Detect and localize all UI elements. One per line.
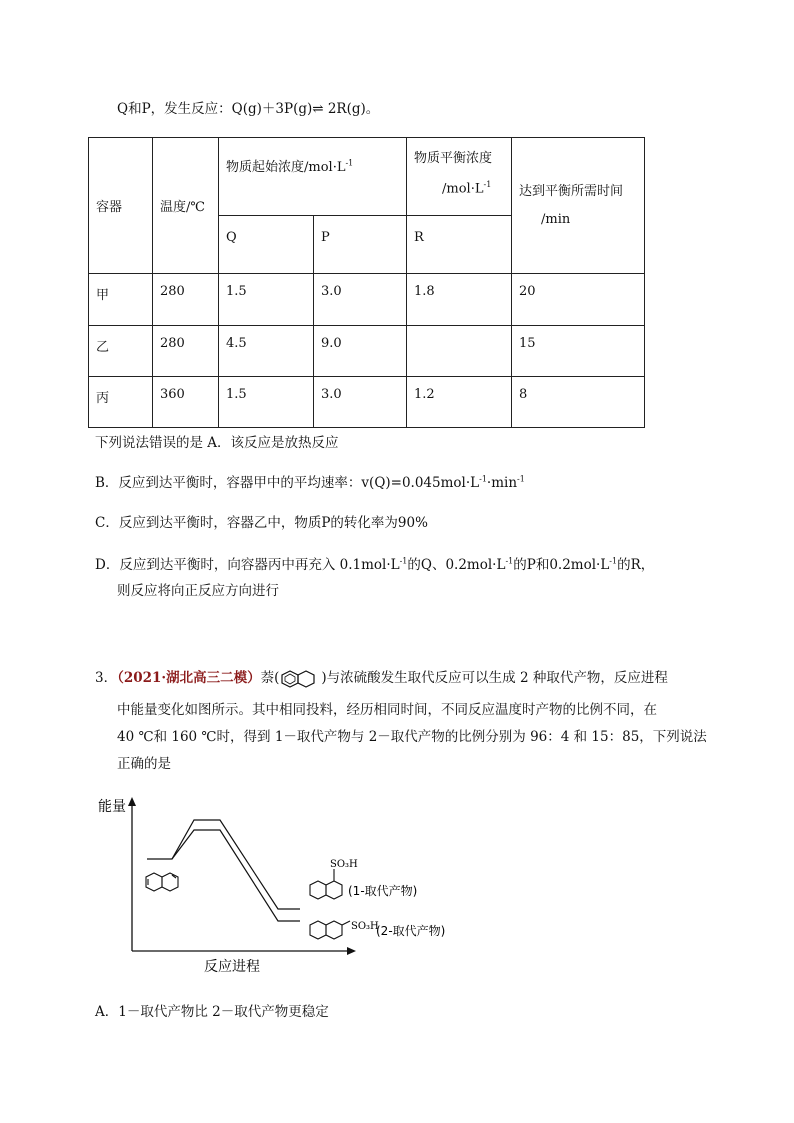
- product-2-label: (2-取代产物): [376, 924, 446, 938]
- cell-r: [407, 326, 512, 377]
- header-q: Q: [219, 216, 314, 274]
- product-1-label: (1-取代产物): [348, 884, 418, 898]
- answer-option-a: A．1－取代产物比 2－取代产物更稳定: [95, 1004, 329, 1020]
- energy-diagram: [92, 793, 482, 983]
- cell-container: 甲: [89, 274, 153, 326]
- header-r: R: [407, 216, 512, 274]
- cell-time: 20: [512, 274, 645, 326]
- table-header-row: [89, 138, 645, 216]
- x-axis-label: 反应进程: [204, 959, 260, 975]
- cell-temp: 280: [153, 274, 219, 326]
- product-1-structure-icon: [310, 869, 342, 899]
- reaction-intro: Q和P，发生反应：Q(g)＋3P(g)⇌ 2R(g)。: [117, 101, 380, 117]
- cell-p: 3.0: [314, 377, 407, 428]
- question-source: （2021·湖北高三二模）: [117, 670, 261, 686]
- cell-container: 丙: [89, 377, 153, 428]
- question3-line2: 中能量变化如图所示。其中相同投料，经历相同时间，不同反应温度时产物的比例不同，在: [117, 702, 657, 718]
- option-c: C．反应到达平衡时，容器乙中，物质P的转化率为90%: [95, 515, 428, 531]
- naphthalene-reactant-icon: [146, 873, 178, 891]
- header-p: P: [314, 216, 407, 274]
- header-container: 容器: [89, 138, 153, 274]
- cell-r: 1.8: [407, 274, 512, 326]
- cell-temp: 280: [153, 326, 219, 377]
- data-table: [88, 137, 645, 428]
- y-axis-arrow-icon: [128, 797, 136, 806]
- option-d-line2: 则反应将向正反应方向进行: [117, 583, 279, 599]
- cell-container: 乙: [89, 326, 153, 377]
- cell-q: 4.5: [219, 326, 314, 377]
- question3-line4: 正确的是: [117, 756, 171, 772]
- naphthalene-inline-icon: [279, 668, 321, 690]
- question3-line3: 40 ℃和 160 ℃时，得到 1－取代产物与 2－取代产物的比例分别为 96：4 和 15：85，下列说法: [117, 729, 707, 745]
- x-axis-arrow-icon: [347, 947, 356, 955]
- cell-time: 15: [512, 326, 645, 377]
- option-lead-a: 下列说法错误的是 A．该反应是放热反应: [95, 435, 339, 451]
- header-time: 达到平衡所需时间 /min: [512, 138, 645, 274]
- product-2-structure-icon: [310, 921, 350, 939]
- cell-q: 1.5: [219, 377, 314, 428]
- so3h-label-2: SO₃H: [351, 921, 379, 932]
- cell-time: 8: [512, 377, 645, 428]
- table-row: [89, 274, 645, 326]
- cell-p: 9.0: [314, 326, 407, 377]
- header-eq-conc: 物质平衡浓度 $/mol\cdot L^{-1}$: [407, 138, 512, 216]
- question3-line1: 3．（2021·湖北高三二模）萘( )与浓硫酸发生取代反应可以生成 2 种取代产物，反应进程: [95, 666, 668, 690]
- cell-p: 3.0: [314, 274, 407, 326]
- cell-q: 1.5: [219, 274, 314, 326]
- pathway-1-substitution: [147, 820, 300, 909]
- option-d: D．反应到达平衡时，向容器丙中再充入 $0.1mol\cdot L^{-1}$的Q、$0.2mol\cdot L^{-1}$的P和$0.2mol\cdot L^{-1}$的R，: [95, 556, 655, 573]
- table-row: [89, 377, 645, 428]
- cell-temp: 360: [153, 377, 219, 428]
- y-axis-label: 能量: [98, 799, 126, 815]
- table-row: [89, 326, 645, 377]
- header-initial-conc: 物质起始浓度$/mol\cdot L^{-1}$: [219, 138, 407, 216]
- option-b: B．反应到达平衡时，容器甲中的平均速率：$v(Q)=0.045mol\cdot L^{-1}\cdot\min^{-1}$: [95, 474, 525, 491]
- cell-r: 1.2: [407, 377, 512, 428]
- question-number: 3．: [95, 670, 118, 686]
- header-temp: 温度/℃: [153, 138, 219, 274]
- so3h-label-1: SO₃H: [330, 859, 358, 870]
